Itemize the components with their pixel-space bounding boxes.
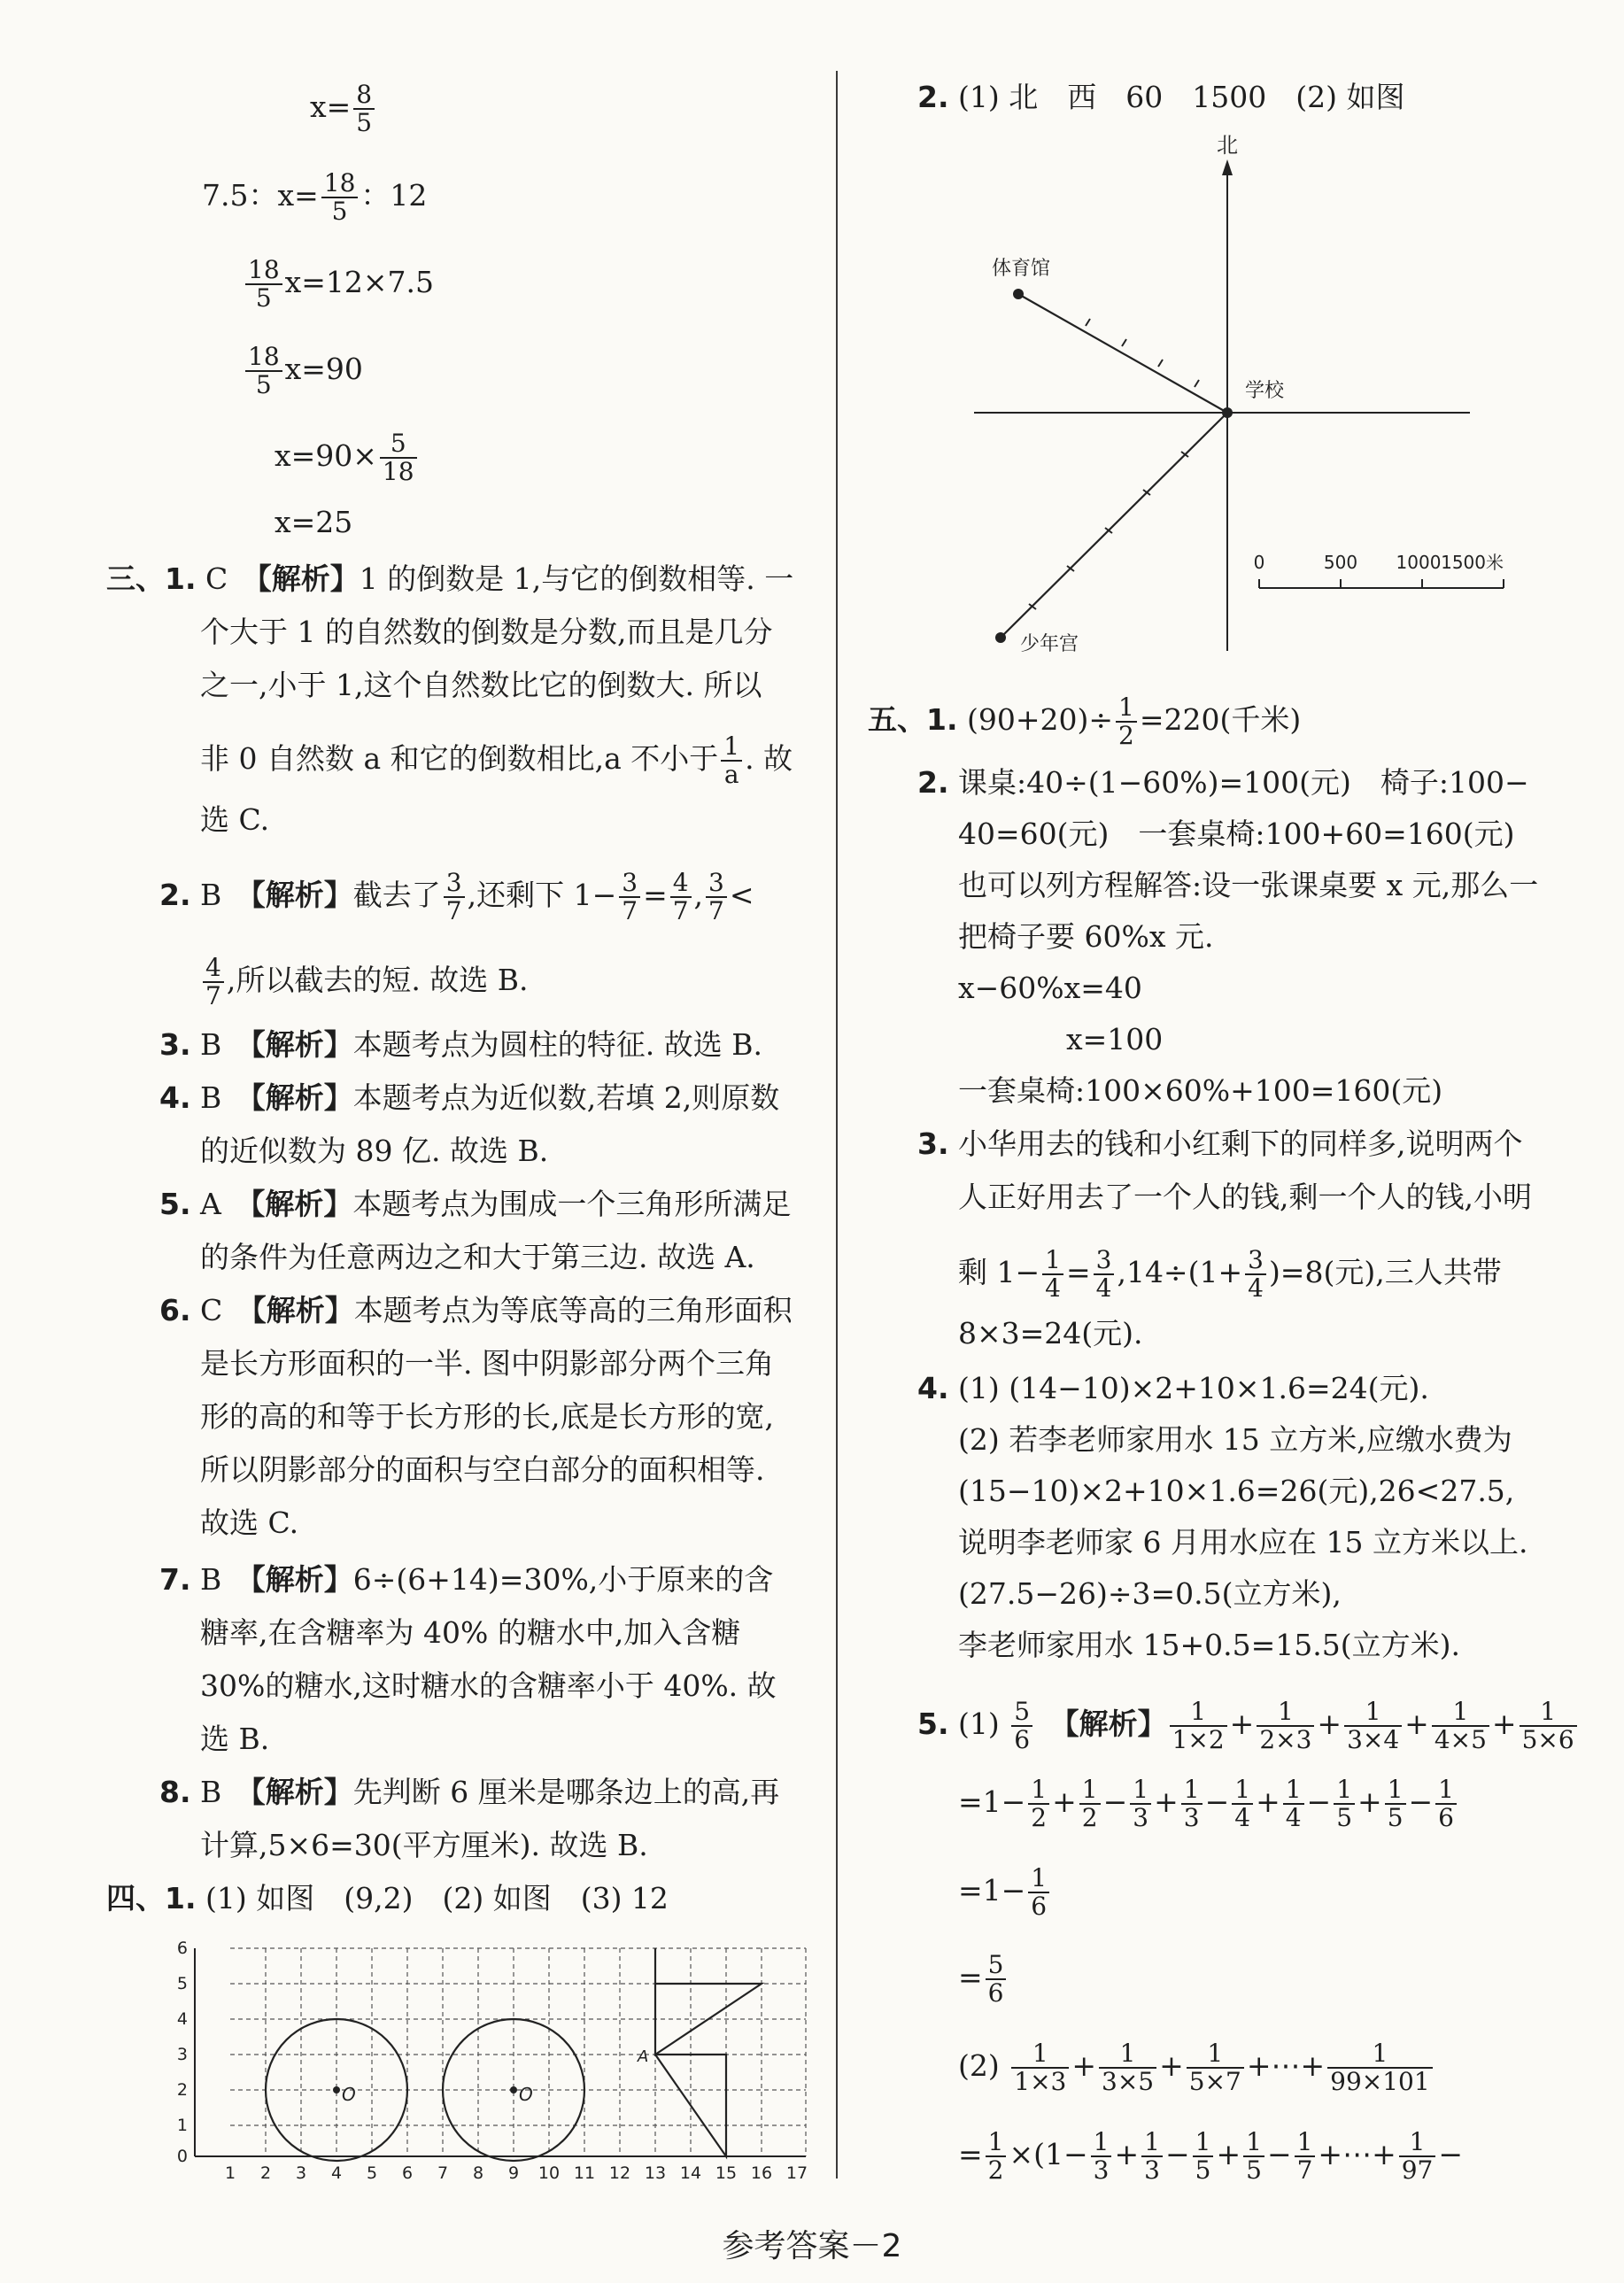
scale-label: 1000 <box>1396 552 1442 573</box>
question-3-8: 8. B 【解析】先判断 6 厘米是哪条边上的高,再 <box>159 1775 780 1809</box>
x-tick-label: 14 <box>679 2163 702 2183</box>
equation-line: 7.5：x= $\frac{18}{5}$ ：12 <box>202 168 428 226</box>
scale-bar <box>1259 579 1504 588</box>
text-line: 的近似数为 89 亿. 故选 B. <box>200 1134 549 1168</box>
y-tick-label: 3 <box>176 2045 188 2064</box>
math-line: =1− $\frac{1}{2}$ + $\frac{1}{2}$ − $\frac{1}{3}$ + $\frac{1}{3}$ − $\frac{1}{4}$ + $\frac{1}{4}$ − $\frac{1}{5}$ + $\frac{1}{5}$ − $\frac{1}{6}$ <box>958 1776 1459 1831</box>
text-line: 30%的糖水,这时糖水的含糖率小于 40%. 故 <box>200 1668 777 1703</box>
x-tick-label: 11 <box>573 2163 596 2183</box>
question-3-4: 4. B 【解析】本题考点为近似数,若填 2,则原数 <box>159 1080 780 1115</box>
equation-line: $\frac{18}{5}$ x=90 <box>243 344 363 399</box>
text-line: 计算,5×6=30(平方厘米). 故选 B. <box>200 1828 648 1862</box>
scale-label: 1500米 <box>1441 552 1504 573</box>
equation-line: $\frac{18}{5}$ x=12×7.5 <box>243 257 434 312</box>
point-a-label: A <box>638 2047 649 2066</box>
question-5-3: 3. 小华用去的钱和小红剩下的同样多,说明两个 <box>917 1126 1523 1161</box>
text-line: $\frac{4}{7}$ ,所以截去的短. 故选 B. <box>200 955 529 1010</box>
question-3-5: 5. A 【解析】本题考点为围成一个三角形所满足 <box>159 1187 792 1221</box>
text-line: 糖率,在含糖率为 40% 的糖水中,加入含糖 <box>200 1615 741 1650</box>
x-tick-label: 8 <box>472 2163 484 2183</box>
x-tick-labels <box>225 2163 808 2183</box>
text-line: 的条件为任意两边之和大于第三边. 故选 A. <box>200 1240 755 1274</box>
circle-right-label: O <box>519 2084 533 2105</box>
question-3-1: 三、1. C 【解析】1 的倒数是 1,与它的倒数相等. 一 <box>106 561 794 596</box>
question-5-4: 4. (1) (14−10)×2+10×1.6=24(元). <box>917 1371 1429 1405</box>
circle-left-label: O <box>342 2084 356 2105</box>
x-tick-label: 12 <box>608 2163 631 2183</box>
question-4-2: 2. (1) 北 西 60 1500 (2) 如图 <box>917 80 1405 114</box>
gym-point <box>1013 289 1024 299</box>
text-line: 所以阴影部分的面积与空白部分的面积相等. <box>200 1452 765 1487</box>
question-3-6: 6. C 【解析】本题考点为等底等高的三角形面积 <box>159 1293 793 1327</box>
circle-left-center <box>333 2086 340 2093</box>
text-line: 李老师家用水 15+0.5=15.5(立方米). <box>958 1628 1460 1662</box>
x-tick-label: 17 <box>785 2163 808 2183</box>
math-line: (2) $\frac{1}{1\times 3}$ + $\frac{1}{3\times 5}$ + $\frac{1}{5\times 7}$ +⋯+ $\frac{1}{99\times 101}$ <box>958 2040 1435 2095</box>
school-label: 学校 <box>1245 380 1285 402</box>
text-line: (27.5−26)÷3=0.5(立方米), <box>958 1576 1342 1611</box>
x-tick-label: 7 <box>437 2163 449 2183</box>
x-tick-label: 6 <box>401 2163 414 2183</box>
text-line: 形的高的和等于长方形的长,底是长方形的宽, <box>200 1399 774 1434</box>
gym-label: 体育馆 <box>992 258 1051 280</box>
question-5-1: 五、1. (90+20)÷ $\frac{1}{2}$ =220(千米) <box>868 693 1302 750</box>
equation-line: x=25 <box>275 505 353 539</box>
text-line: 非 0 自然数 a 和它的倒数相比,a 不小于 $\frac{1}{a}$ . 故 <box>200 731 793 789</box>
text-line: 人正好用去了一个人的钱,剩一个人的钱,小明 <box>958 1180 1532 1214</box>
x-tick-label: 1 <box>224 2163 236 2183</box>
direction-map-figure <box>965 133 1504 664</box>
grid-lines <box>230 1948 806 2156</box>
scale-label: 500 <box>1323 552 1358 573</box>
text-line: 8×3=24(元). <box>958 1316 1143 1350</box>
text-line: 选 B. <box>200 1722 270 1756</box>
y-tick-label: 1 <box>176 2116 188 2135</box>
text-line: 之一,小于 1,这个自然数比它的倒数大. 所以 <box>200 668 762 702</box>
circle-right-center <box>510 2086 517 2093</box>
page-footer: 参考答案－2 <box>722 2228 902 2264</box>
text-line: 40=60(元) 一套桌椅:100+60=160(元) <box>958 816 1515 851</box>
text-line: 一套桌椅:100×60%+100=160(元) <box>958 1073 1443 1108</box>
text-line: (2) 若李老师家用水 15 立方米,应缴水费为 <box>958 1422 1512 1457</box>
question-4-1: 四、1. (1) 如图 (9,2) (2) 如图 (3) 12 <box>106 1881 669 1915</box>
question-5-5: 5. (1) $\frac{5}{6}$ 【解析】 $\frac{1}{1\times 2}$ + $\frac{1}{2\times 3}$ + $\frac{1}{3\times 4}$ + $\frac{1}{4\times 5}$ + $\frac{1}{5\times 6}$ <box>917 1699 1580 1753</box>
text-line: 剩 1− $\frac{1}{4}$ = $\frac{3}{4}$ ,14÷(1+ $\frac{3}{4}$ )=8(元),三人共带 <box>958 1245 1502 1303</box>
text-line: 也可以列方程解答:设一张课桌要 x 元,那么一 <box>958 868 1539 902</box>
text-line: 是长方形面积的一半. 图中阴影部分两个三角 <box>200 1346 774 1381</box>
question-3-2: 2. B 【解析】截去了 $\frac{3}{7}$ ,还剩下 1− $\frac{3}{7}$ = $\frac{4}{7}$ , $\frac{3}{7}$ < <box>159 868 754 925</box>
text-line: 选 C. <box>200 802 270 837</box>
x-tick-label: 2 <box>259 2163 272 2183</box>
x-tick-label: 13 <box>644 2163 667 2183</box>
scale-label: 0 <box>1253 552 1265 573</box>
text-line: 说明李老师家 6 月用水应在 15 立方米以上. <box>958 1525 1528 1559</box>
x-tick-label: 5 <box>366 2163 378 2183</box>
x-tick-label: 15 <box>715 2163 738 2183</box>
x-tick-label: 9 <box>507 2163 520 2183</box>
youth-palace-label: 少年宫 <box>1020 633 1079 655</box>
coordinate-grid-figure <box>159 1931 832 2187</box>
text-line: 把椅子要 60%x 元. <box>958 919 1214 954</box>
y-tick-label: 6 <box>176 1939 188 1958</box>
y-tick-label: 5 <box>176 1974 188 1993</box>
text-line: 故选 C. <box>200 1505 299 1540</box>
column-divider <box>836 71 838 2179</box>
question-3-3: 3. B 【解析】本题考点为圆柱的特征. 故选 B. <box>159 1027 762 1062</box>
x-tick-label: 16 <box>750 2163 773 2183</box>
text-line: (15−10)×2+10×1.6=26(元),26<27.5, <box>958 1474 1515 1508</box>
text-line: x−60%x=40 <box>958 971 1142 1005</box>
y-tick-label: 0 <box>176 2147 188 2166</box>
x-tick-label: 3 <box>295 2163 307 2183</box>
equation-line: x=90× $\frac{5}{18}$ <box>275 430 420 485</box>
youth-palace-point <box>995 632 1006 643</box>
y-tick-label: 2 <box>176 2080 188 2100</box>
equation-line: x= $\frac{8}{5}$ <box>310 81 377 136</box>
north-arrow-icon <box>1222 159 1233 175</box>
math-line: = $\frac{5}{6}$ <box>958 1952 1009 2007</box>
text-line: x=100 <box>1066 1022 1164 1056</box>
x-tick-label: 4 <box>330 2163 343 2183</box>
y-tick-label: 4 <box>176 2009 188 2029</box>
text-line: 个大于 1 的自然数的倒数是分数,而且是几分 <box>200 615 773 649</box>
y-tick-labels <box>177 1939 188 2166</box>
question-3-7: 7. B 【解析】6÷(6+14)=30%,小于原来的含 <box>159 1562 774 1597</box>
question-5-2: 2. 课桌:40÷(1−60%)=100(元) 椅子:100− <box>917 765 1529 800</box>
north-label: 北 <box>1217 133 1238 158</box>
math-line: =1− $\frac{1}{6}$ <box>958 1865 1052 1920</box>
x-tick-label: 10 <box>537 2163 561 2183</box>
math-line: = $\frac{1}{2}$ ×(1− $\frac{1}{3}$ + $\frac{1}{3}$ − $\frac{1}{5}$ + $\frac{1}{5}$ − $\frac{1}{7}$ +⋯+ $\frac{1}{97}$ − <box>958 2127 1464 2185</box>
